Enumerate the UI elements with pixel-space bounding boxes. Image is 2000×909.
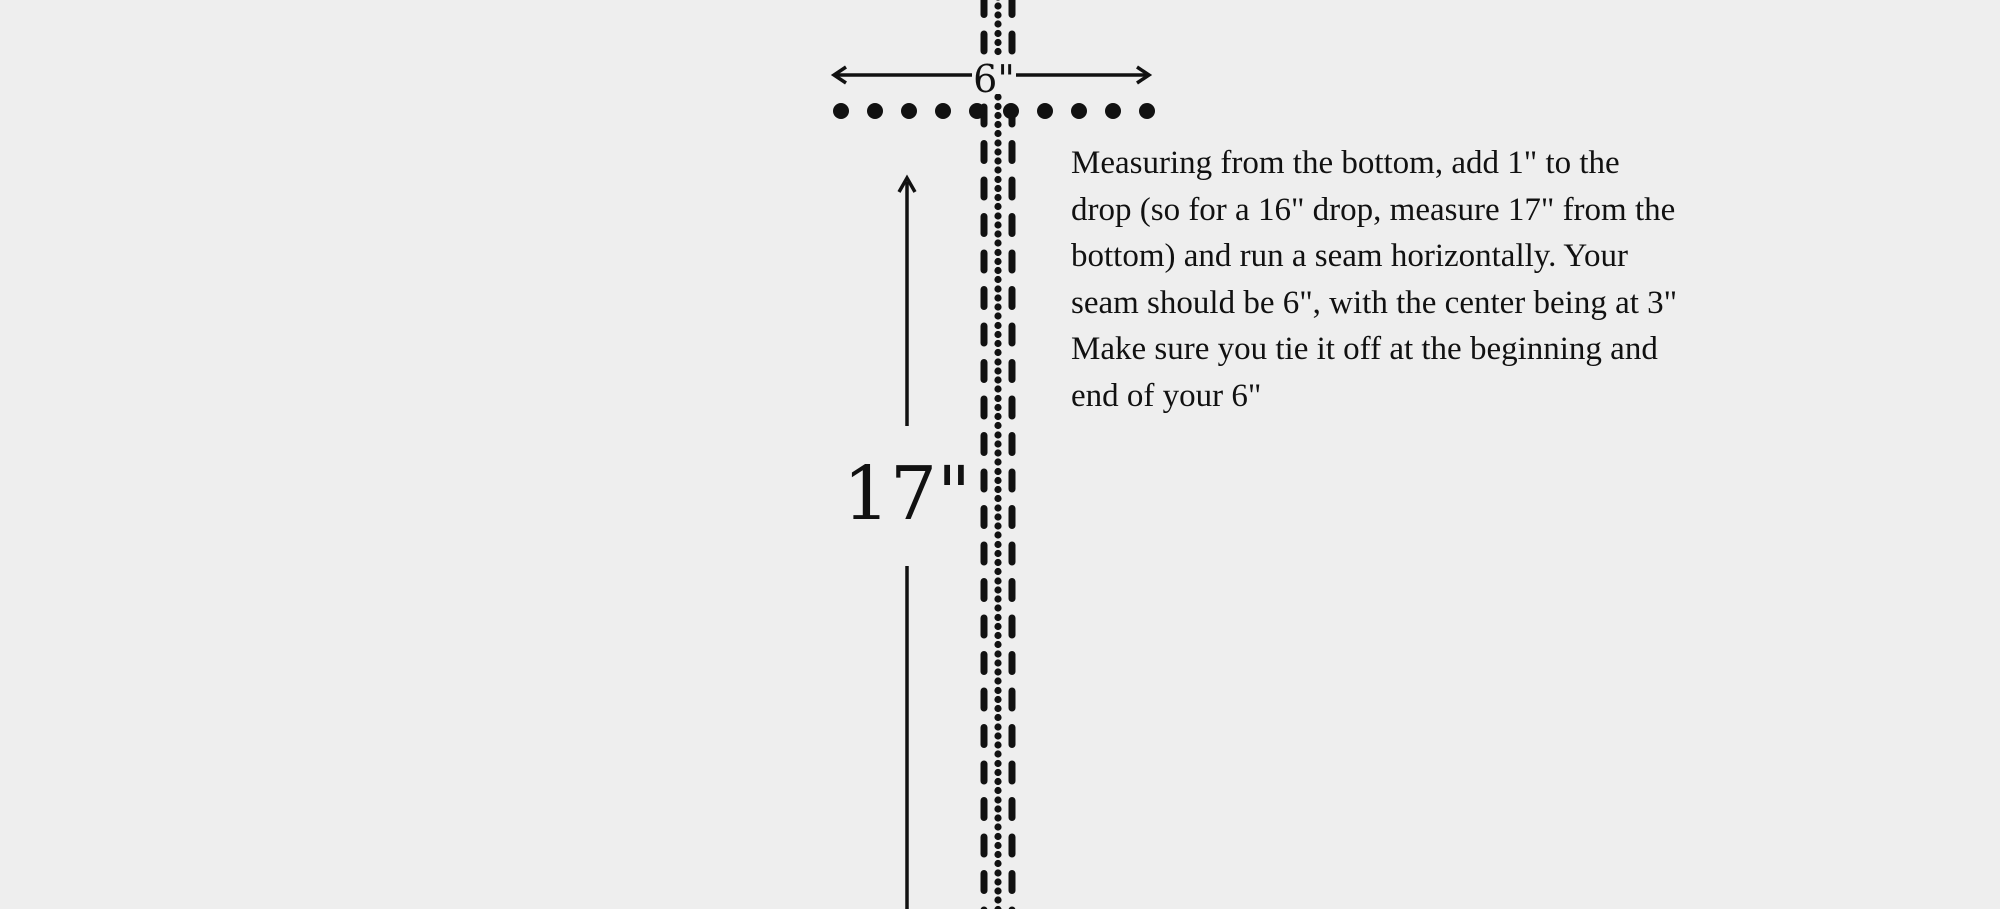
stitch-dash bbox=[981, 797, 988, 821]
stitch-dot bbox=[994, 687, 1001, 694]
stitch-dot bbox=[994, 20, 1001, 27]
stitch-dot bbox=[994, 404, 1001, 411]
stitch-dot bbox=[994, 887, 1001, 894]
stitch-dot bbox=[994, 11, 1001, 18]
stitch-dot bbox=[994, 449, 1001, 456]
stitch-dot bbox=[994, 632, 1001, 639]
instruction-line: drop (so for a 16" drop, measure 17" from the bbox=[1071, 191, 1676, 228]
seam-dot bbox=[935, 103, 951, 119]
stitch-dash bbox=[1009, 140, 1016, 164]
stitch-dot bbox=[994, 212, 1001, 219]
stitch-dot bbox=[994, 805, 1001, 812]
stitch-dash bbox=[981, 834, 988, 858]
stitch-dot bbox=[994, 258, 1001, 265]
stitch-dot bbox=[994, 267, 1001, 274]
stitch-dot bbox=[994, 714, 1001, 721]
stitch-dot bbox=[994, 112, 1001, 119]
stitch-dash bbox=[1009, 432, 1016, 456]
stitch-dash bbox=[981, 688, 988, 712]
stitch-dash bbox=[981, 724, 988, 748]
stitch-dash bbox=[1009, 724, 1016, 748]
stitch-dot bbox=[994, 486, 1001, 493]
stitch-dot bbox=[994, 48, 1001, 55]
stitch-dash bbox=[981, 250, 988, 274]
stitch-dash bbox=[1009, 323, 1016, 347]
stitch-dash bbox=[1009, 761, 1016, 785]
seam-dot bbox=[969, 103, 985, 119]
stitch-dash bbox=[1009, 834, 1016, 858]
stitch-dot bbox=[994, 778, 1001, 785]
stitch-dash bbox=[981, 578, 988, 602]
stitch-dot bbox=[994, 331, 1001, 338]
stitch-dot bbox=[994, 823, 1001, 830]
seam-dot bbox=[867, 103, 883, 119]
stitch-dash bbox=[981, 31, 988, 55]
stitch-dot bbox=[994, 869, 1001, 876]
stitch-dot bbox=[994, 30, 1001, 37]
instruction-line: Measuring from the bottom, add 1" to the bbox=[1071, 145, 1620, 181]
stitch-dot bbox=[994, 842, 1001, 849]
stitch-dot bbox=[994, 896, 1001, 903]
stitch-dot bbox=[994, 239, 1001, 246]
stitch-dash bbox=[1009, 542, 1016, 566]
instructions-text bbox=[1071, 140, 1771, 419]
stitch-dash bbox=[1009, 31, 1016, 55]
stitch-dot bbox=[994, 367, 1001, 374]
stitch-dot bbox=[994, 440, 1001, 447]
stitch-dash bbox=[1009, 250, 1016, 274]
stitch-dot bbox=[994, 796, 1001, 803]
seam-dot bbox=[1071, 103, 1087, 119]
stitch-dash bbox=[981, 213, 988, 237]
stitch-dot bbox=[994, 103, 1001, 110]
stitch-dash bbox=[981, 505, 988, 529]
stitch-dot bbox=[994, 221, 1001, 228]
stitch-dash bbox=[1009, 615, 1016, 639]
stitch-dot bbox=[994, 2, 1001, 9]
stitch-dot bbox=[994, 413, 1001, 420]
stitch-dot bbox=[994, 705, 1001, 712]
stitch-dash bbox=[1009, 177, 1016, 201]
seam-dot bbox=[1037, 103, 1053, 119]
stitch-dot bbox=[994, 468, 1001, 475]
stitch-dot bbox=[994, 568, 1001, 575]
stitch-dash bbox=[981, 432, 988, 456]
vertical-stitch-column bbox=[981, 0, 1016, 909]
stitch-dot bbox=[994, 285, 1001, 292]
stitch-dot bbox=[994, 185, 1001, 192]
height-label: 17" bbox=[842, 451, 972, 537]
stitch-dash bbox=[1009, 0, 1016, 18]
stitch-dot bbox=[994, 659, 1001, 666]
stitch-dot bbox=[994, 750, 1001, 757]
stitch-dash bbox=[1009, 213, 1016, 237]
stitch-dot bbox=[994, 860, 1001, 867]
stitch-dash bbox=[981, 870, 988, 894]
stitch-dot bbox=[994, 559, 1001, 566]
stitch-dot bbox=[994, 39, 1001, 46]
stitch-dot bbox=[994, 595, 1001, 602]
stitch-dot bbox=[994, 851, 1001, 858]
seam-dot bbox=[901, 103, 917, 119]
stitch-dot bbox=[994, 814, 1001, 821]
stitch-dot bbox=[994, 550, 1001, 557]
instruction-line: seam should be 6", with the center being at 3" bbox=[1071, 284, 1678, 321]
stitch-dash bbox=[981, 177, 988, 201]
stitch-dot bbox=[994, 677, 1001, 684]
stitch-dot bbox=[994, 176, 1001, 183]
stitch-dot bbox=[994, 833, 1001, 840]
stitch-dash bbox=[1009, 797, 1016, 821]
stitch-dot bbox=[994, 230, 1001, 237]
stitch-dot bbox=[994, 157, 1001, 164]
stitch-dot bbox=[994, 696, 1001, 703]
stitch-dash bbox=[981, 286, 988, 310]
stitch-dash bbox=[1009, 651, 1016, 675]
stitch-dash bbox=[981, 0, 988, 18]
stitch-dash bbox=[1009, 688, 1016, 712]
stitch-dot bbox=[994, 249, 1001, 256]
stitch-dot bbox=[994, 166, 1001, 173]
stitch-dot bbox=[994, 787, 1001, 794]
stitch-dash bbox=[1009, 505, 1016, 529]
stitch-dash bbox=[981, 469, 988, 493]
stitch-dot bbox=[994, 395, 1001, 402]
stitch-dot bbox=[994, 641, 1001, 648]
stitch-dot bbox=[994, 513, 1001, 520]
stitch-dot bbox=[994, 148, 1001, 155]
stitch-dot bbox=[994, 340, 1001, 347]
seam-dot bbox=[833, 103, 849, 119]
height-arrow bbox=[899, 178, 915, 909]
stitch-dot bbox=[994, 303, 1001, 310]
stitch-dash bbox=[981, 542, 988, 566]
width-label: 6" bbox=[973, 57, 1015, 101]
stitch-dot bbox=[994, 650, 1001, 657]
stitch-dot bbox=[994, 741, 1001, 748]
stitch-dot bbox=[994, 495, 1001, 502]
stitch-dash bbox=[1009, 469, 1016, 493]
stitch-dash bbox=[981, 651, 988, 675]
stitch-dot bbox=[994, 385, 1001, 392]
stitch-dash bbox=[1009, 578, 1016, 602]
stitch-dot bbox=[994, 577, 1001, 584]
stitch-dot bbox=[994, 586, 1001, 593]
stitch-dot bbox=[994, 504, 1001, 511]
instruction-line: Make sure you tie it off at the beginning and bbox=[1071, 331, 1658, 367]
stitch-dot bbox=[994, 723, 1001, 730]
stitch-dot bbox=[994, 668, 1001, 675]
stitch-dot bbox=[994, 0, 1001, 1]
stitch-dot bbox=[994, 614, 1001, 621]
horizontal-seam-line bbox=[833, 103, 1155, 119]
stitch-dot bbox=[994, 477, 1001, 484]
stitch-dot bbox=[994, 294, 1001, 301]
stitch-dot bbox=[994, 623, 1001, 630]
stitch-dot bbox=[994, 422, 1001, 429]
stitch-dash bbox=[981, 761, 988, 785]
stitch-dot bbox=[994, 431, 1001, 438]
stitch-dash bbox=[1009, 396, 1016, 420]
stitch-dot bbox=[994, 276, 1001, 283]
stitch-dot bbox=[994, 203, 1001, 210]
stitch-dot bbox=[994, 604, 1001, 611]
stitch-dash bbox=[981, 359, 988, 383]
stitch-dash bbox=[1009, 870, 1016, 894]
stitch-dash bbox=[981, 615, 988, 639]
stitch-dot bbox=[994, 358, 1001, 365]
stitch-dot bbox=[994, 312, 1001, 319]
stitch-dash bbox=[1009, 359, 1016, 383]
stitch-dot bbox=[994, 121, 1001, 128]
stitch-dash bbox=[1009, 286, 1016, 310]
stitch-dash bbox=[981, 140, 988, 164]
stitch-dot bbox=[994, 522, 1001, 529]
seam-dot bbox=[1139, 103, 1155, 119]
stitch-dot bbox=[994, 139, 1001, 146]
stitch-dot bbox=[994, 531, 1001, 538]
stitch-dot bbox=[994, 349, 1001, 356]
stitch-dot bbox=[994, 130, 1001, 137]
stitch-dot bbox=[994, 322, 1001, 329]
stitch-dot bbox=[994, 760, 1001, 767]
stitch-dot bbox=[994, 732, 1001, 739]
instruction-line: bottom) and run a seam horizontally. Your bbox=[1071, 238, 1628, 274]
stitch-dot bbox=[994, 194, 1001, 201]
stitch-dot bbox=[994, 376, 1001, 383]
stitch-dot bbox=[994, 769, 1001, 776]
stitch-dot bbox=[994, 541, 1001, 548]
seam-dot bbox=[1105, 103, 1121, 119]
stitch-dot bbox=[994, 878, 1001, 885]
instruction-line: end of your 6" bbox=[1071, 377, 1262, 414]
stitch-dot bbox=[994, 458, 1001, 465]
stitch-dash bbox=[981, 396, 988, 420]
stitch-dash bbox=[981, 323, 988, 347]
seam-dot bbox=[1003, 103, 1019, 119]
